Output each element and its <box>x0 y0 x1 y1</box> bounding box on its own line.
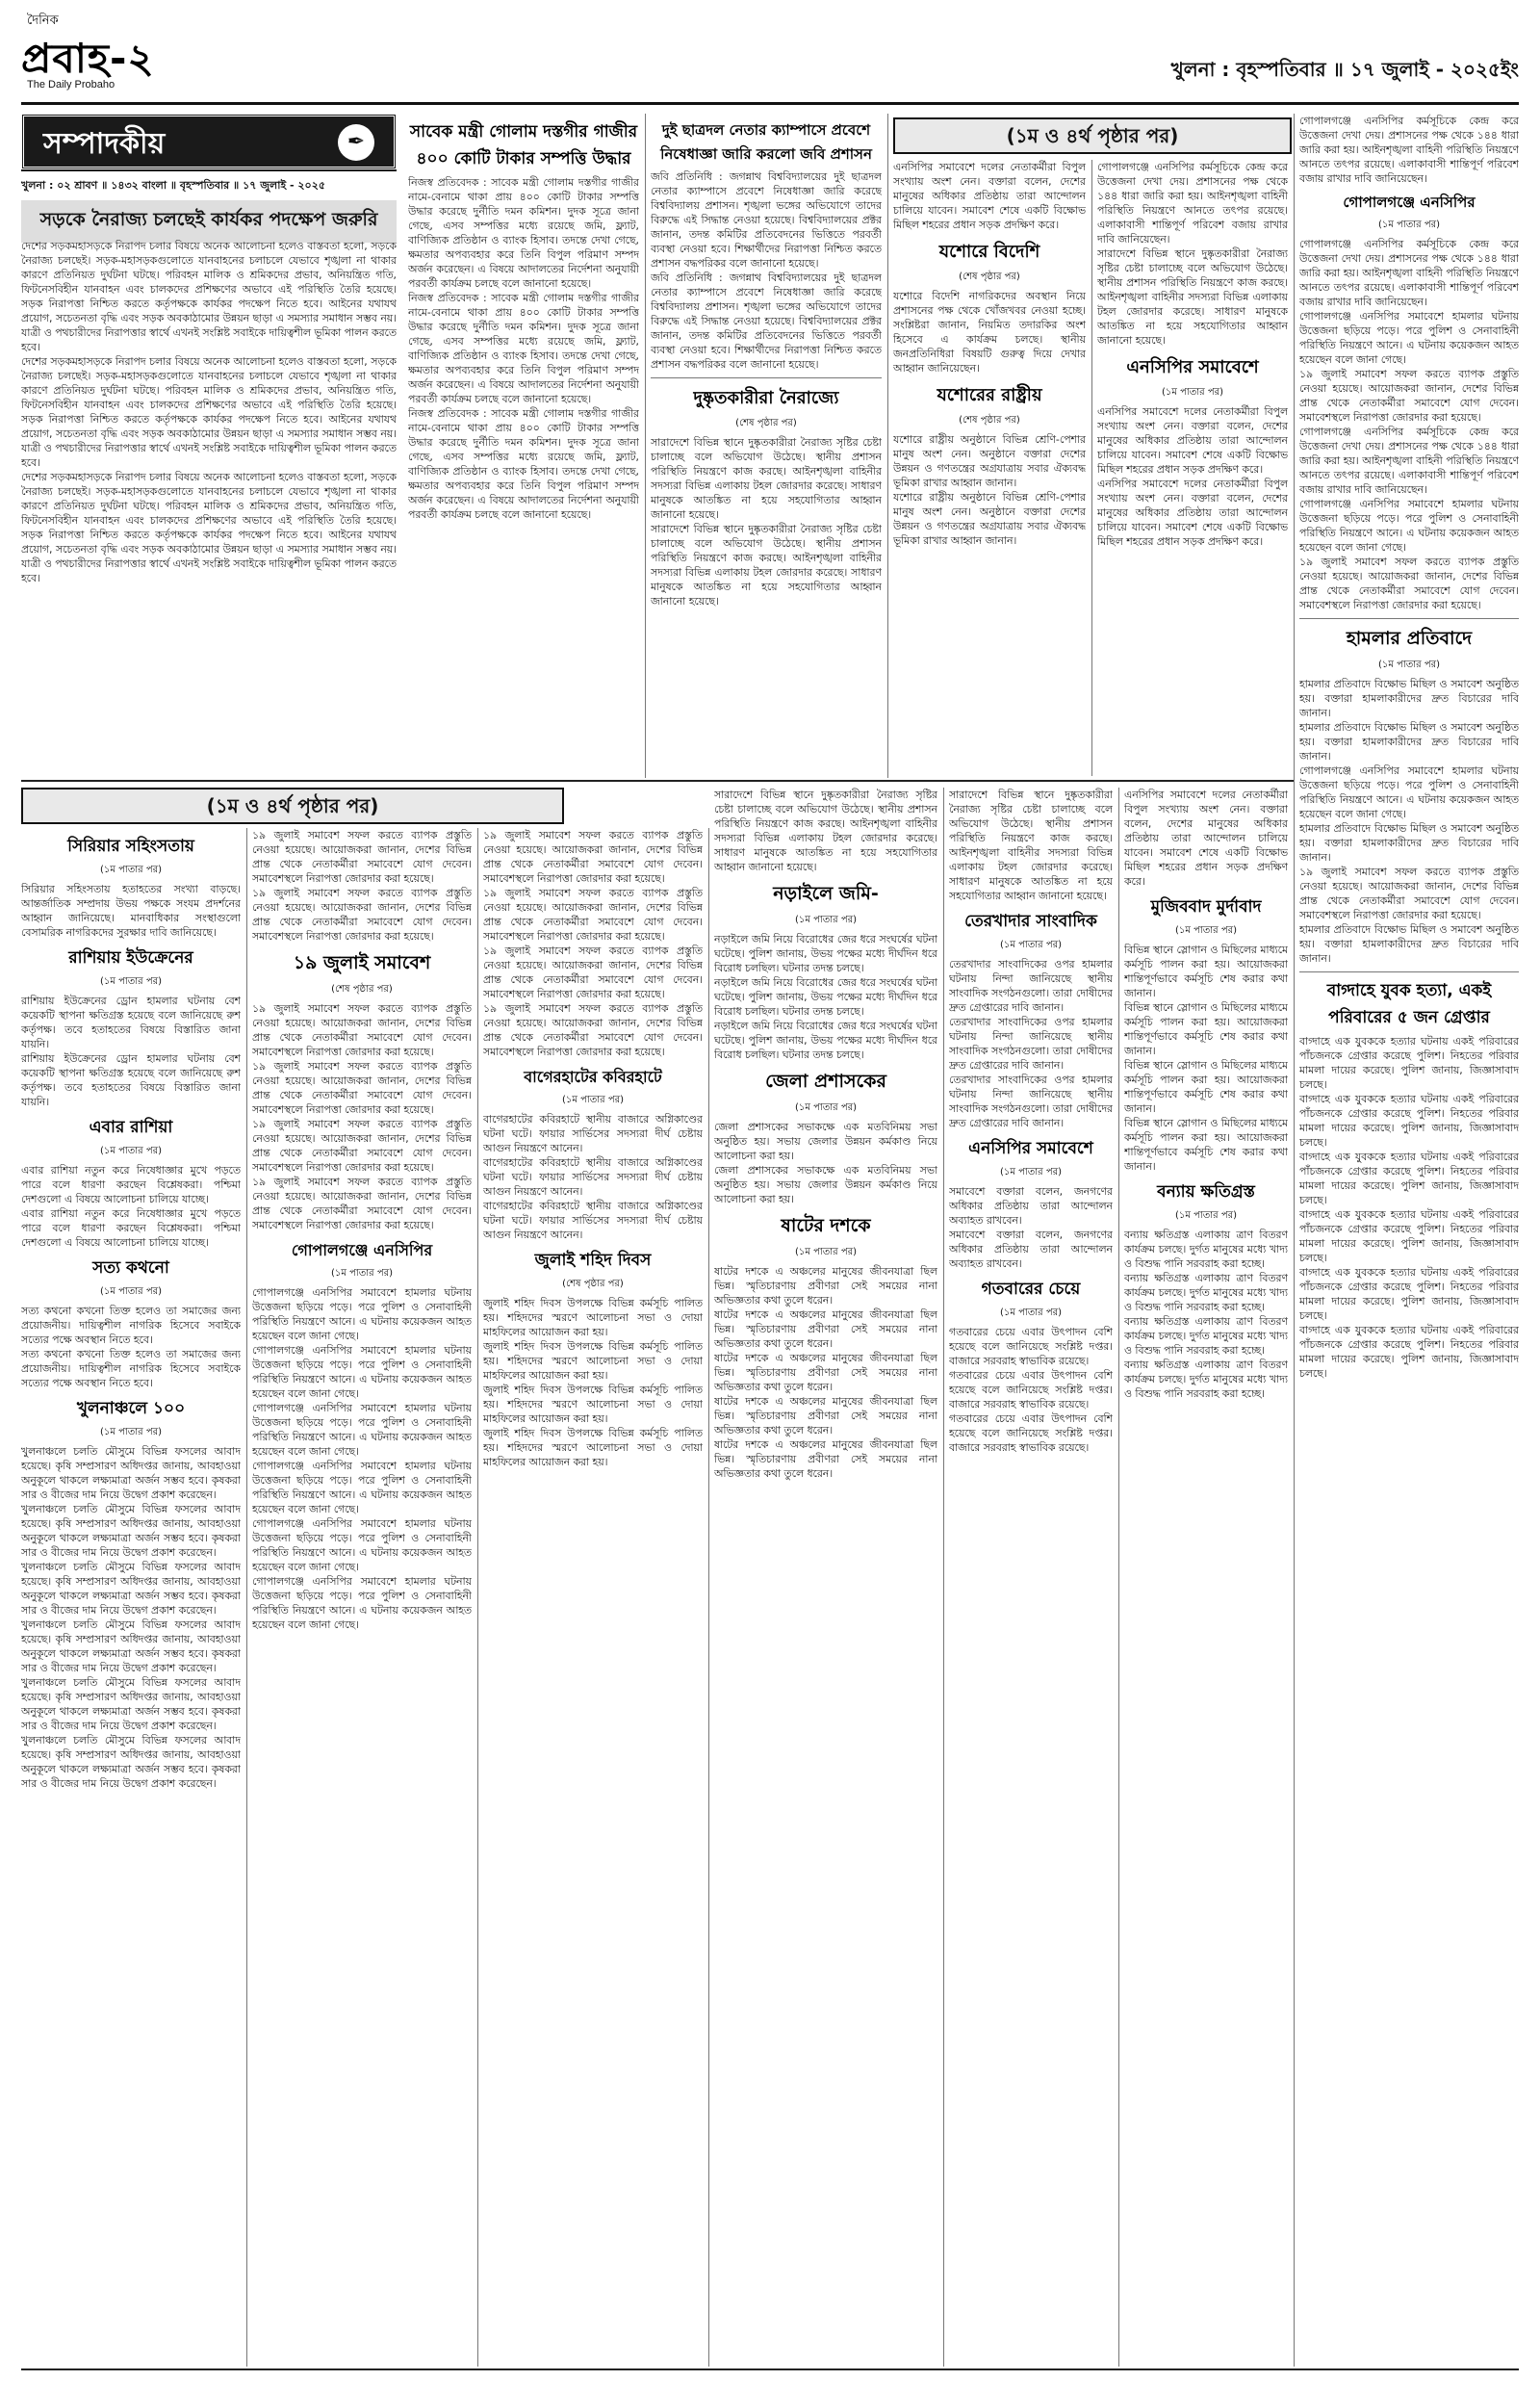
continuation-note: (১ম পাতার পর) <box>561 1095 625 1105</box>
continuation-note: (১ম পাতার পর) <box>1161 387 1224 398</box>
article-body: বাগেরহাটের কবিরহাটে স্থানীয় বাজারে অগ্নিকাণ্ডের ঘটনা ঘটে। ফায়ার সার্ভিসের সদস্যরা দীর্ঘ চেষ্টায় আগুন নিয়ন্ত্রণে আনেন। <box>483 1113 703 1154</box>
article-body: তেরখাদার সাংবাদিকের ওপর হামলার ঘটনায় নিন্দা জানিয়েছে স্থানীয় সাংবাদিক সংগঠনগুলো। তারা দোষীদের দ্রুত গ্রেপ্তারের দাবি জানান। <box>949 1074 1113 1129</box>
article-body: তেরখাদার সাংবাদিকের ওপর হামলার ঘটনায় নিন্দা জানিয়েছে স্থানীয় সাংবাদিক সংগঠনগুলো। তারা দোষীদের দ্রুত গ্রেপ্তারের দাবি জানান। <box>949 1016 1113 1072</box>
article-body: বিভিন্ন স্থানে স্লোগান ও মিছিলের মাধ্যমে কর্মসূচি পালন করা হয়। আয়োজকরা শান্তিপূর্ণভাবে কর্মসূচি শেষ করার কথা জানান। <box>1124 944 1288 999</box>
article-body: ১৯ জুলাই সমাবেশ সফল করতে ব্যাপক প্রস্তুতি নেওয়া হয়েছে। আয়োজকরা জানান, দেশের বিভিন্ন প্রান্ত থেকে নেতাকর্মীরা সমাবেশে যোগ দেবেন। সমাবেশস্থলে নিরাপত্তা জোরদার করা হয়েছে। <box>483 945 703 1000</box>
article-title: নড়াইলে জমি- <box>773 883 879 904</box>
article-body: জেলা প্রশাসকের সভাকক্ষে এক মতবিনিময় সভা অনুষ্ঠিত হয়। সভায় জেলার উন্নয়ন কর্মকাণ্ড নিয়ে আলোচনা করা হয়। <box>714 1164 937 1205</box>
logo-subtitle: The Daily Probaho <box>27 79 116 91</box>
article-body: গতবারের চেয়ে এবার উৎপাদন বেশি হয়েছে বলে জানিয়েছে সংশ্লিষ্ট দপ্তর। বাজারে সরবরাহ স্বাভাবিক রয়েছে। <box>949 1326 1113 1367</box>
editorial-title: সড়কে নৈরাজ্য চলছেই কার্যকর পদক্ষেপ জরুরি <box>21 200 397 243</box>
continuation-note: (শেষ পৃষ্ঠার পর) <box>959 415 1020 426</box>
article-body: গোপালগঞ্জে এনসিপির সমাবেশে হামলার ঘটনায় উত্তেজনা ছড়িয়ে পড়ে। পরে পুলিশ ও সেনাবাহিনী পরিস্থিতি নিয়ন্ত্রণে আনে। এ ঘটনায় কয়েকজন আহত হয়েছেন বলে জানা গেছে। <box>252 1517 472 1573</box>
article-body: গোপালগঞ্জে এনসিপির কর্মসূচিকে কেন্দ্র করে উত্তেজনা দেখা দেয়। প্রশাসনের পক্ষ থেকে ১৪৪ ধারা জারি করা হয়। আইনশৃঙ্খলা বাহিনী পরিস্থিতি নিয়ন্ত্রণে আনতে তৎপর রয়েছে। এলাকাবাসী শান্তিপূর্ণ পরিবেশ বজায় রাখার দাবি জানিয়েছেন। <box>1299 238 1519 308</box>
article-body: গোপালগঞ্জে এনসিপির সমাবেশে হামলার ঘটনায় উত্তেজনা ছড়িয়ে পড়ে। পরে পুলিশ ও সেনাবাহিনী পরিস্থিতি নিয়ন্ত্রণে আনে। এ ঘটনায় কয়েকজন আহত হয়েছেন বলে জানা গেছে। <box>252 1575 472 1631</box>
article-body: সারাদেশে বিভিন্ন স্থানে দুষ্কৃতকারীরা নৈরাজ্য সৃষ্টির চেষ্টা চালাচ্ছে বলে অভিযোগ উঠেছে। স্থানীয় প্রশাসন পরিস্থিতি নিয়ন্ত্রণে কাজ করছে। আইনশৃঙ্খলা বাহিনীর সদস্যরা বিভিন্ন এলাকায় টহল জোরদার করেছে। সাধারণ মানুষকে আতঙ্কিত না হয়ে সহযোগিতার আহ্বান জানানো হয়েছে। <box>651 523 882 608</box>
lower-col-3 <box>483 828 703 2367</box>
editorial-section <box>21 114 397 778</box>
article-title: এনসিপির সমাবেশে <box>1126 357 1259 377</box>
continuation-note: (শেষ পৃষ্ঠার পর) <box>959 272 1020 282</box>
article-body: যশোরে রাষ্ট্রীয় অনুষ্ঠানে বিভিন্ন শ্রেণি-পেশার মানুষ অংশ নেন। অনুষ্ঠানে বক্তারা দেশের উন্নয়ন ও গণতন্ত্রের অগ্রযাত্রায় সবার ঐক্যবদ্ধ ভূমিকা রাখার আহ্বান জানান। <box>893 433 1086 489</box>
article-body: গোপালগঞ্জে এনসিপির কর্মসূচিকে কেন্দ্র করে উত্তেজনা দেখা দেয়। প্রশাসনের পক্ষ থেকে ১৪৪ ধারা জারি করা হয়। আইনশৃঙ্খলা বাহিনী পরিস্থিতি নিয়ন্ত্রণে আনতে তৎপর রয়েছে। এলাকাবাসী শান্তিপূর্ণ পরিবেশ বজায় রাখার দাবি জানিয়েছেন। <box>1299 426 1519 496</box>
article-body: বন্যায় ক্ষতিগ্রস্ত এলাকায় ত্রাণ বিতরণ কার্যক্রম চলছে। দুর্গত মানুষের মধ্যে খাদ্য ও বিশুদ্ধ পানি সরবরাহ করা হচ্ছে। <box>1124 1229 1288 1270</box>
lower-col-2 <box>252 828 472 2367</box>
article-title: ষাটের দশকে <box>781 1215 871 1236</box>
continuation-note: (১ম পাতার পর) <box>99 976 163 987</box>
article-body: ১৯ জুলাই সমাবেশ সফল করতে ব্যাপক প্রস্তুতি নেওয়া হয়েছে। আয়োজকরা জানান, দেশের বিভিন্ন প্রান্ত থেকে নেতাকর্মীরা সমাবেশে যোগ দেবেন। সমাবেশস্থলে নিরাপত্তা জোরদার করা হয়েছে। <box>1299 368 1519 424</box>
article-title: মুজিববাদ মুর্দাবাদ <box>1150 897 1262 917</box>
article-body: খুলনাঞ্চলে চলতি মৌসুমে বিভিন্ন ফসলের আবাদ হয়েছে। কৃষি সম্প্রসারণ অধিদপ্তর জানায়, আবহাওয়া অনুকূলে থাকলে লক্ষ্যমাত্রা অর্জন সম্ভব হবে। কৃষকরা সার ও বীজের দাম নিয়ে উদ্বেগ প্রকাশ করেছেন। <box>21 1676 241 1732</box>
article-title: জুলাই শহিদ দিবস <box>534 1251 652 1270</box>
article-body: এনসিপির সমাবেশে দলের নেতাকর্মীরা বিপুল সংখ্যায় অংশ নেন। বক্তারা বলেন, দেশের মানুষের অধিকার প্রতিষ্ঠায় তারা আন্দোলন চালিয়ে যাবেন। সমাবেশ শেষে একটি বিক্ষোভ মিছিল শহরের প্রধান সড়ক প্রদক্ষিণ করে। <box>1097 405 1288 476</box>
article-title: যশোরে বিদেশি <box>938 242 1040 262</box>
continuation-note: (১ম পাতার পর) <box>1174 925 1238 936</box>
article-body: সারাদেশে বিভিন্ন স্থানে দুষ্কৃতকারীরা নৈরাজ্য সৃষ্টির চেষ্টা চালাচ্ছে বলে অভিযোগ উঠেছে। স্থানীয় প্রশাসন পরিস্থিতি নিয়ন্ত্রণে কাজ করছে। আইনশৃঙ্খলা বাহিনীর সদস্যরা বিভিন্ন এলাকায় টহল জোরদার করেছে। সাধারণ মানুষকে আতঙ্কিত না হয়ে সহযোগিতার আহ্বান জানানো হয়েছে। <box>714 789 937 873</box>
article-title: সাবেক মন্ত্রী গোলাম দস্তগীর গাজীর ৪০০ কোটি টাকার সম্পত্তি উদ্ধার <box>409 122 638 168</box>
article-body: বাগেরহাটের কবিরহাটে স্থানীয় বাজারে অগ্নিকাণ্ডের ঘটনা ঘটে। ফায়ার সার্ভিসের সদস্যরা দীর্ঘ চেষ্টায় আগুন নিয়ন্ত্রণে আনেন। <box>483 1200 703 1241</box>
logo-text: প্রবাহ-২ <box>21 35 155 82</box>
header-dateline: খুলনা : বৃহস্পতিবার ॥ ১৭ জুলাই - ২০২৫ইং <box>1170 58 1519 81</box>
continuation-note: (১ম পাতার পর) <box>999 1167 1063 1178</box>
article-a4 <box>893 160 1086 776</box>
article-title: রাশিয়ায় ইউক্রেনের <box>68 948 193 968</box>
article-body: ১৯ জুলাই সমাবেশ সফল করতে ব্যাপক প্রস্তুতি নেওয়া হয়েছে। আয়োজকরা জানান, দেশের বিভিন্ন প্রান্ত থেকে নেতাকর্মীরা সমাবেশে যোগ দেবেন। সমাবেশস্থলে নিরাপত্তা জোরদার করা হয়েছে। <box>252 887 472 943</box>
article-body: বাগ্দাহে এক যুবককে হত্যার ঘটনায় একই পরিবারের পাঁচজনকে গ্রেপ্তার করেছে পুলিশ। নিহতের পরিবার মামলা দায়ের করেছে। পুলিশ জানায়, জিজ্ঞাসাবাদ চলছে। <box>1299 1208 1519 1264</box>
column-rule <box>477 828 478 2367</box>
continuation-note: (শেষ পৃষ্ঠার পর) <box>331 984 393 995</box>
article-body: সমাবেশে বক্তারা বলেন, জনগণের অধিকার প্রতিষ্ঠায় তারা আন্দোলন অব্যাহত রাখবেন। <box>949 1229 1113 1270</box>
article-body: সারাদেশে বিভিন্ন স্থানে দুষ্কৃতকারীরা নৈরাজ্য সৃষ্টির চেষ্টা চালাচ্ছে বলে অভিযোগ উঠেছে। স্থানীয় প্রশাসন পরিস্থিতি নিয়ন্ত্রণে কাজ করছে। আইনশৃঙ্খলা বাহিনীর সদস্যরা বিভিন্ন এলাকায় টহল জোরদার করেছে। সাধারণ মানুষকে আতঙ্কিত না হয়ে সহযোগিতার আহ্বান জানানো হয়েছে। <box>949 789 1113 902</box>
lower-col-6 <box>1124 788 1288 2367</box>
article-body: ১৯ জুলাই সমাবেশ সফল করতে ব্যাপক প্রস্তুতি নেওয়া হয়েছে। আয়োজকরা জানান, দেশের বিভিন্ন প্রান্ত থেকে নেতাকর্মীরা সমাবেশে যোগ দেবেন। সমাবেশস্থলে নিরাপত্তা জোরদার করা হয়েছে। <box>483 887 703 943</box>
newspaper-page <box>21 114 1519 2376</box>
article-body: ষাটের দশকে এ অঞ্চলের মানুষের জীবনযাত্রা ছিল ভিন্ন। স্মৃতিচারণায় প্রবীণরা সেই সময়ের নানা অভিজ্ঞতার কথা তুলে ধরেন। <box>714 1265 937 1307</box>
article-a6 <box>1097 160 1288 776</box>
article-body: জেলা প্রশাসকের সভাকক্ষে এক মতবিনিময় সভা অনুষ্ঠিত হয়। সভায় জেলার উন্নয়ন কর্মকাণ্ড নিয়ে আলোচনা করা হয়। <box>714 1121 937 1162</box>
article-body: গোপালগঞ্জে এনসিপির সমাবেশে হামলার ঘটনায় উত্তেজনা ছড়িয়ে পড়ে। পরে পুলিশ ও সেনাবাহিনী পরিস্থিতি নিয়ন্ত্রণে আনে। এ ঘটনায় কয়েকজন আহত হয়েছেন বলে জানা গেছে। <box>252 1402 472 1458</box>
article-body: খুলনাঞ্চলে চলতি মৌসুমে বিভিন্ন ফসলের আবাদ হয়েছে। কৃষি সম্প্রসারণ অধিদপ্তর জানায়, আবহাওয়া অনুকূলে থাকলে লক্ষ্যমাত্রা অর্জন সম্ভব হবে। কৃষকরা সার ও বীজের দাম নিয়ে উদ্বেগ প্রকাশ করেছেন। <box>21 1561 241 1617</box>
section-divider <box>21 780 1294 782</box>
article-title: গোপালগঞ্জে এনসিপির <box>291 1241 433 1259</box>
article-body: জবি প্রতিনিধি : জগন্নাথ বিশ্ববিদ্যালয়ের দুই ছাত্রদল নেতার ক্যাম্পাসে প্রবেশে নিষেধাজ্ঞা জারি করেছে বিশ্ববিদ্যালয় প্রশাসন। শৃঙ্খলা ভঙ্গের অভিযোগে তাদের বিরুদ্ধে এই সিদ্ধান্ত নেওয়া হয়েছে। বিশ্ববিদ্যালয়ের প্রক্টর জানান, তদন্ত কমিটির প্রতিবেদনের ভিত্তিতে পরবর্তী ব্যবস্থা নেওয়া হবে। শিক্ষার্থীদের নিরাপত্তা নিশ্চিত করতে প্রশাসন বদ্ধপরিকর বলে জানানো হয়েছে। <box>651 272 882 371</box>
continuation-note: (১ম পাতার পর) <box>99 865 163 875</box>
article-title: সিরিয়ার সহিংসতায় <box>67 837 194 856</box>
article-body: ১৯ জুলাই সমাবেশ সফল করতে ব্যাপক প্রস্তুতি নেওয়া হয়েছে। আয়োজকরা জানান, দেশের বিভিন্ন প্রান্ত থেকে নেতাকর্মীরা সমাবেশে যোগ দেবেন। সমাবেশস্থলে নিরাপত্তা জোরদার করা হয়েছে। <box>252 1118 472 1174</box>
article-body: ১৯ জুলাই সমাবেশ সফল করতে ব্যাপক প্রস্তুতি নেওয়া হয়েছে। আয়োজকরা জানান, দেশের বিভিন্ন প্রান্ত থেকে নেতাকর্মীরা সমাবেশে যোগ দেবেন। সমাবেশস্থলে নিরাপত্তা জোরদার করা হয়েছে। <box>252 1002 472 1058</box>
editorial-body-cont2: দেশের সড়কমহাসড়কে নিরাপদ চলার বিষয়ে অনেক আলোচনা হলেও বাস্তবতা হলো, সড়কে নৈরাজ্য চলছেই। সড়ক-মহাসড়কগুলোতে যানবাহনের চলাচলে যেভাবে শৃঙ্খলা না থাকার কারণে প্রতিনিয়ত দুর্ঘটনা ঘটছে। পরিবহন মালিক ও শ্রমিকদের প্রভাব, অনিয়ন্ত্রিত গতি, ফিটনেসবিহীন যানবাহন এবং চালকদের প্রশিক্ষণের অভাবে এই পরিস্থিতি তৈরি হয়েছে। সড়ক নিরাপত্তা নিশ্চিত করতে কর্তৃপক্ষকে কার্যকর পদক্ষেপ নিতে হবে। আইনের যথাযথ প্রয়োগ, সচেতনতা বৃদ্ধি এবং সড়ক অবকাঠামোর উন্নয়ন ছাড়া এ সমস্যার সমাধান সম্ভব নয়। যাত্রী ও পথচারীদের নিরাপত্তার স্বার্থে এখনই সংশ্লিষ্ট সবাইকে দায়িত্বশীল ভূমিকা পালন করতে হবে। <box>21 471 397 584</box>
article-body: গোপালগঞ্জে এনসিপির সমাবেশে হামলার ঘটনায় উত্তেজনা ছড়িয়ে পড়ে। পরে পুলিশ ও সেনাবাহিনী পরিস্থিতি নিয়ন্ত্রণে আনে। এ ঘটনায় কয়েকজন আহত হয়েছেন বলে জানা গেছে। <box>1299 498 1519 554</box>
newspaper-logo <box>21 8 310 100</box>
article-divider <box>1299 618 1519 619</box>
continued-banner-left: (১ম ও ৪র্থ পৃষ্ঠার পর) <box>21 788 564 824</box>
article-body: গোপালগঞ্জে এনসিপির কর্মসূচিকে কেন্দ্র করে উত্তেজনা দেখা দেয়। প্রশাসনের পক্ষ থেকে ১৪৪ ধারা জারি করা হয়। আইনশৃঙ্খলা বাহিনী পরিস্থিতি নিয়ন্ত্রণে আনতে তৎপর রয়েছে। এলাকাবাসী শান্তিপূর্ণ পরিবেশ বজায় রাখার দাবি জানিয়েছেন। <box>1097 161 1288 246</box>
article-body: ষাটের দশকে এ অঞ্চলের মানুষের জীবনযাত্রা ছিল ভিন্ন। স্মৃতিচারণায় প্রবীণরা সেই সময়ের নানা অভিজ্ঞতার কথা তুলে ধরেন। <box>714 1308 937 1350</box>
column-rule <box>246 828 247 2367</box>
column-rule <box>1294 114 1295 2367</box>
article-a2 <box>651 114 882 778</box>
article-body: বাগ্দাহে এক যুবককে হত্যার ঘটনায় একই পরিবারের পাঁচজনকে গ্রেপ্তার করেছে পুলিশ। নিহতের পরিবার মামলা দায়ের করেছে। পুলিশ জানায়, জিজ্ঞাসাবাদ চলছে। <box>1299 1151 1519 1206</box>
continuation-note: (১ম পাতার পর) <box>99 1146 163 1156</box>
article-title: গতবারের চেয়ে <box>981 1280 1081 1299</box>
article-body: এনসিপির সমাবেশে দলের নেতাকর্মীরা বিপুল সংখ্যায় অংশ নেন। বক্তারা বলেন, দেশের মানুষের অধিকার প্রতিষ্ঠায় তারা আন্দোলন চালিয়ে যাবেন। সমাবেশ শেষে একটি বিক্ষোভ মিছিল শহরের প্রধান সড়ক প্রদক্ষিণ করে। <box>1124 789 1288 888</box>
article-body: নিজস্ব প্রতিবেদক : সাবেক মন্ত্রী গোলাম দস্তগীর গাজীর নামে-বেনামে থাকা প্রায় ৪০০ কোটি টাকার সম্পত্তি উদ্ধার করেছে দুর্নীতি দমন কমিশন। দুদক সূত্রে জানা গেছে, এসব সম্পত্তির মধ্যে রয়েছে জমি, ফ্ল্যাট, বাণিজ্যিক প্রতিষ্ঠান ও ব্যাংক হিসাব। তদন্তে দেখা গেছে, ক্ষমতার অপব্যবহার করে তিনি বিপুল পরিমাণ সম্পদ অর্জন করেছেন। এ বিষয়ে আদালতের নির্দেশনা অনুযায়ী পরবর্তী কার্যক্রম চলছে বলে জানানো হয়েছে। <box>408 407 639 521</box>
continuation-note: (শেষ পৃষ্ঠার পর) <box>562 1279 624 1289</box>
header-rule <box>21 102 1519 105</box>
editorial-label: সম্পাদকীয় ✒ <box>21 114 397 169</box>
article-body: খুলনাঞ্চলে চলতি মৌসুমে বিভিন্ন ফসলের আবাদ হয়েছে। কৃষি সম্প্রসারণ অধিদপ্তর জানায়, আবহাওয়া অনুকূলে থাকলে লক্ষ্যমাত্রা অর্জন সম্ভব হবে। কৃষকরা সার ও বীজের দাম নিয়ে উদ্বেগ প্রকাশ করেছেন। <box>21 1618 241 1674</box>
column-rule <box>887 114 888 778</box>
article-body: বন্যায় ক্ষতিগ্রস্ত এলাকায় ত্রাণ বিতরণ কার্যক্রম চলছে। দুর্গত মানুষের মধ্যে খাদ্য ও বিশুদ্ধ পানি সরবরাহ করা হচ্ছে। <box>1124 1272 1288 1313</box>
column-rule <box>708 828 709 2367</box>
pen-nib-icon: ✒ <box>338 124 374 161</box>
article-body: বাগ্দাহে এক যুবককে হত্যার ঘটনায় একই পরিবারের পাঁচজনকে গ্রেপ্তার করেছে পুলিশ। নিহতের পরিবার মামলা দায়ের করেছে। পুলিশ জানায়, জিজ্ঞাসাবাদ চলছে। <box>1299 1093 1519 1149</box>
article-body: খুলনাঞ্চলে চলতি মৌসুমে বিভিন্ন ফসলের আবাদ হয়েছে। কৃষি সম্প্রসারণ অধিদপ্তর জানায়, আবহাওয়া অনুকূলে থাকলে লক্ষ্যমাত্রা অর্জন সম্ভব হবে। কৃষকরা সার ও বীজের দাম নিয়ে উদ্বেগ প্রকাশ করেছেন। <box>21 1503 241 1559</box>
article-body: নিজস্ব প্রতিবেদক : সাবেক মন্ত্রী গোলাম দস্তগীর গাজীর নামে-বেনামে থাকা প্রায় ৪০০ কোটি টাকার সম্পত্তি উদ্ধার করেছে দুর্নীতি দমন কমিশন। দুদক সূত্রে জানা গেছে, এসব সম্পত্তির মধ্যে রয়েছে জমি, ফ্ল্যাট, বাণিজ্যিক প্রতিষ্ঠান ও ব্যাংক হিসাব। তদন্তে দেখা গেছে, ক্ষমতার অপব্যবহার করে তিনি বিপুল পরিমাণ সম্পদ অর্জন করেছেন। এ বিষয়ে আদালতের নির্দেশনা অনুযায়ী পরবর্তী কার্যক্রম চলছে বলে জানানো হয়েছে। <box>408 292 639 405</box>
article-title: বন্যায় ক্ষতিগ্রস্ত <box>1157 1182 1255 1202</box>
article-body: নড়াইলে জমি নিয়ে বিরোধের জের ধরে সংঘর্ষের ঘটনা ঘটেছে। পুলিশ জানায়, উভয় পক্ষের মধ্যে দীর্ঘদিন ধরে বিরোধ চলছিল। ঘটনার তদন্ত চলছে। <box>714 1020 937 1061</box>
article-title: এবার রাশিয়া <box>89 1118 173 1137</box>
article-title: সত্য কথনো <box>92 1258 169 1278</box>
article-body: জুলাই শহিদ দিবস উপলক্ষে বিভিন্ন কর্মসূচি পালিত হয়। শহিদদের স্মরণে আলোচনা সভা ও দোয়া মাহফিলের আয়োজন করা হয়। <box>483 1340 703 1382</box>
article-body: ষাটের দশকে এ অঞ্চলের মানুষের জীবনযাত্রা ছিল ভিন্ন। স্মৃতিচারণায় প্রবীণরা সেই সময়ের নানা অভিজ্ঞতার কথা তুলে ধরেন। <box>714 1352 937 1393</box>
continuation-note: (১ম পাতার পর) <box>794 915 858 925</box>
page-bottom-rule <box>21 2368 1519 2370</box>
article-a1 <box>408 114 639 778</box>
article-body: বাগেরহাটের কবিরহাটে স্থানীয় বাজারে অগ্নিকাণ্ডের ঘটনা ঘটে। ফায়ার সার্ভিসের সদস্যরা দীর্ঘ চেষ্টায় আগুন নিয়ন্ত্রণে আনেন। <box>483 1156 703 1198</box>
editorial-body-cont: দেশের সড়কমহাসড়কে নিরাপদ চলার বিষয়ে অনেক আলোচনা হলেও বাস্তবতা হলো, সড়কে নৈরাজ্য চলছেই। সড়ক-মহাসড়কগুলোতে যানবাহনের চলাচলে যেভাবে শৃঙ্খলা না থাকার কারণে প্রতিনিয়ত দুর্ঘটনা ঘটছে। পরিবহন মালিক ও শ্রমিকদের প্রভাব, অনিয়ন্ত্রিত গতি, ফিটনেসবিহীন যানবাহন এবং চালকদের প্রশিক্ষণের অভাবে এই পরিস্থিতি তৈরি হয়েছে। সড়ক নিরাপত্তা নিশ্চিত করতে কর্তৃপক্ষকে কার্যকর পদক্ষেপ নিতে হবে। আইনের যথাযথ প্রয়োগ, সচেতনতা বৃদ্ধি এবং সড়ক অবকাঠামোর উন্নয়ন ছাড়া এ সমস্যার সমাধান সম্ভব নয়। যাত্রী ও পথচারীদের নিরাপত্তার স্বার্থে এখনই সংশ্লিষ্ট সবাইকে দায়িত্বশীল ভূমিকা পালন করতে হবে। <box>21 355 397 469</box>
article-body: নিজস্ব প্রতিবেদক : সাবেক মন্ত্রী গোলাম দস্তগীর গাজীর নামে-বেনামে থাকা প্রায় ৪০০ কোটি টাকার সম্পত্তি উদ্ধার করেছে দুর্নীতি দমন কমিশন। দুদক সূত্রে জানা গেছে, এসব সম্পত্তির মধ্যে রয়েছে জমি, ফ্ল্যাট, বাণিজ্যিক প্রতিষ্ঠান ও ব্যাংক হিসাব। তদন্তে দেখা গেছে, ক্ষমতার অপব্যবহার করে তিনি বিপুল পরিমাণ সম্পদ অর্জন করেছেন। এ বিষয়ে আদালতের নির্দেশনা অনুযায়ী পরবর্তী কার্যক্রম চলছে বলে জানানো হয়েছে। <box>408 176 639 290</box>
article-title: দুষ্কৃতকারীরা নৈরাজ্যে <box>693 388 839 408</box>
article-body: খুলনাঞ্চলে চলতি মৌসুমে বিভিন্ন ফসলের আবাদ হয়েছে। কৃষি সম্প্রসারণ অধিদপ্তর জানায়, আবহাওয়া অনুকূলে থাকলে লক্ষ্যমাত্রা অর্জন সম্ভব হবে। কৃষকরা সার ও বীজের দাম নিয়ে উদ্বেগ প্রকাশ করেছেন। <box>21 1445 241 1501</box>
article-body: গোপালগঞ্জে এনসিপির সমাবেশে হামলার ঘটনায় উত্তেজনা ছড়িয়ে পড়ে। পরে পুলিশ ও সেনাবাহিনী পরিস্থিতি নিয়ন্ত্রণে আনে। এ ঘটনায় কয়েকজন আহত হয়েছেন বলে জানা গেছে। <box>1299 764 1519 820</box>
article-body: বিভিন্ন স্থানে স্লোগান ও মিছিলের মাধ্যমে কর্মসূচি পালন করা হয়। আয়োজকরা শান্তিপূর্ণভাবে কর্মসূচি শেষ করার কথা জানান। <box>1124 1117 1288 1173</box>
article-body: বাগ্দাহে এক যুবককে হত্যার ঘটনায় একই পরিবারের পাঁচজনকে গ্রেপ্তার করেছে পুলিশ। নিহতের পরিবার মামলা দায়ের করেছে। পুলিশ জানায়, জিজ্ঞাসাবাদ চলছে। <box>1299 1035 1519 1091</box>
article-title: যশোরের রাষ্ট্রীয় <box>937 385 1042 405</box>
article-body: জুলাই শহিদ দিবস উপলক্ষে বিভিন্ন কর্মসূচি পালিত হয়। শহিদদের স্মরণে আলোচনা সভা ও দোয়া মাহফিলের আয়োজন করা হয়। <box>483 1427 703 1468</box>
article-body: ১৯ জুলাই সমাবেশ সফল করতে ব্যাপক প্রস্তুতি নেওয়া হয়েছে। আয়োজকরা জানান, দেশের বিভিন্ন প্রান্ত থেকে নেতাকর্মীরা সমাবেশে যোগ দেবেন। সমাবেশস্থলে নিরাপত্তা জোরদার করা হয়েছে। <box>1299 556 1519 611</box>
article-title: খুলনাঞ্চলে ১০০ <box>76 1399 186 1418</box>
article-body: রাশিয়ায় ইউক্রেনের ড্রোন হামলার ঘটনায় বেশ কয়েকটি স্থাপনা ক্ষতিগ্রস্ত হয়েছে বলে জানিয়েছে রুশ কর্তৃপক্ষ। তবে হতাহতের বিষয়ে বিস্তারিত জানা যায়নি। <box>21 1052 241 1108</box>
continuation-note: (১ম পাতার পর) <box>1377 220 1441 230</box>
article-title: গোপালগঞ্জে এনসিপির <box>1343 194 1476 211</box>
article-title: ১৯ জুলাই সমাবেশ <box>293 952 431 973</box>
article-body: ১৯ জুলাই সমাবেশ সফল করতে ব্যাপক প্রস্তুতি নেওয়া হয়েছে। আয়োজকরা জানান, দেশের বিভিন্ন প্রান্ত থেকে নেতাকর্মীরা সমাবেশে যোগ দেবেন। সমাবেশস্থলে নিরাপত্তা জোরদার করা হয়েছে। <box>252 829 472 885</box>
article-body: সত্য কথনো কখনো তিক্ত হলেও তা সমাজের জন্য প্রয়োজনীয়। দায়িত্বশীল নাগরিক হিসেবে সবাইকে সত্যের পক্ষে অবস্থান নিতে হবে। <box>21 1305 241 1346</box>
article-body: গোপালগঞ্জে এনসিপির কর্মসূচিকে কেন্দ্র করে উত্তেজনা দেখা দেয়। প্রশাসনের পক্ষ থেকে ১৪৪ ধারা জারি করা হয়। আইনশৃঙ্খলা বাহিনী পরিস্থিতি নিয়ন্ত্রণে আনতে তৎপর রয়েছে। এলাকাবাসী শান্তিপূর্ণ পরিবেশ বজায় রাখার দাবি জানিয়েছেন। <box>1299 115 1519 185</box>
article-title: বাগ্দাহে যুবক হত্যা, একই পরিবারের ৫ জন গ্রেপ্তার <box>1326 981 1492 1027</box>
article-body: যশোরে বিদেশি নাগরিকদের অবস্থান নিয়ে প্রশাসনের পক্ষ থেকে খোঁজখবর নেওয়া হচ্ছে। সংশ্লিষ্টরা জানান, নিয়মিত তদারকির অংশ হিসেবে এ কার্যক্রম চলছে। স্থানীয় জনপ্রতিনিধিরা বিষয়টি গুরুত্ব দিয়ে দেখার আহ্বান জানিয়েছেন। <box>893 290 1086 375</box>
column-rule <box>1091 160 1092 776</box>
article-title: হামলার প্রতিবাদে <box>1346 628 1473 649</box>
continuation-note: (শেষ পৃষ্ঠার পর) <box>735 418 797 428</box>
article-title: জেলা প্রশাসকের <box>765 1071 886 1092</box>
article-body: এবার রাশিয়া নতুন করে নিষেধাজ্ঞার মুখে পড়তে পারে বলে ধারণা করছেন বিশ্লেষকরা। পশ্চিমা দেশগুলো এ বিষয়ে আলোচনা চালিয়ে যাচ্ছে। <box>21 1207 241 1249</box>
article-body: গোপালগঞ্জে এনসিপির সমাবেশে হামলার ঘটনায় উত্তেজনা ছড়িয়ে পড়ে। পরে পুলিশ ও সেনাবাহিনী পরিস্থিতি নিয়ন্ত্রণে আনে। এ ঘটনায় কয়েকজন আহত হয়েছেন বলে জানা গেছে। <box>1299 310 1519 366</box>
article-body: গোপালগঞ্জে এনসিপির সমাবেশে হামলার ঘটনায় উত্তেজনা ছড়িয়ে পড়ে। পরে পুলিশ ও সেনাবাহিনী পরিস্থিতি নিয়ন্ত্রণে আনে। এ ঘটনায় কয়েকজন আহত হয়েছেন বলে জানা গেছে। <box>252 1344 472 1400</box>
continuation-note: (১ম পাতার পর) <box>999 940 1063 950</box>
article-body: বিভিন্ন স্থানে স্লোগান ও মিছিলের মাধ্যমে কর্মসূচি পালন করা হয়। আয়োজকরা শান্তিপূর্ণভাবে কর্মসূচি শেষ করার কথা জানান। <box>1124 1059 1288 1115</box>
article-body: নড়াইলে জমি নিয়ে বিরোধের জের ধরে সংঘর্ষের ঘটনা ঘটেছে। পুলিশ জানায়, উভয় পক্ষের মধ্যে দীর্ঘদিন ধরে বিরোধ চলছিল। ঘটনার তদন্ত চলছে। <box>714 976 937 1018</box>
column-rule <box>943 788 944 2367</box>
continuation-note: (১ম পাতার পর) <box>99 1427 163 1437</box>
article-divider <box>651 377 882 378</box>
article-body: সমাবেশে বক্তারা বলেন, জনগণের অধিকার প্রতিষ্ঠায় তারা আন্দোলন অব্যাহত রাখবেন। <box>949 1185 1113 1227</box>
article-title: তেরখাদার সাংবাদিক <box>964 912 1097 931</box>
article-body: সিরিয়ার সহিংসতায় হতাহতের সংখ্যা বাড়ছে। আন্তর্জাতিক সম্প্রদায় উভয় পক্ষকে সংযম প্রদর্শনের আহ্বান জানিয়েছে। মানবাধিকার সংস্থাগুলো বেসামরিক নাগরিকদের সুরক্ষার দাবি জানিয়েছে। <box>21 883 241 939</box>
article-body: হামলার প্রতিবাদে বিক্ষোভ মিছিল ও সমাবেশ অনুষ্ঠিত হয়। বক্তারা হামলাকারীদের দ্রুত বিচারের দাবি জানান। <box>1299 678 1519 719</box>
article-body: নড়াইলে জমি নিয়ে বিরোধের জের ধরে সংঘর্ষের ঘটনা ঘটেছে। পুলিশ জানায়, উভয় পক্ষের মধ্যে দীর্ঘদিন ধরে বিরোধ চলছিল। ঘটনার তদন্ত চলছে। <box>714 933 937 974</box>
continuation-note: (১ম পাতার পর) <box>794 1102 858 1113</box>
article-body: গোপালগঞ্জে এনসিপির সমাবেশে হামলার ঘটনায় উত্তেজনা ছড়িয়ে পড়ে। পরে পুলিশ ও সেনাবাহিনী পরিস্থিতি নিয়ন্ত্রণে আনে। এ ঘটনায় কয়েকজন আহত হয়েছেন বলে জানা গেছে। <box>252 1460 472 1515</box>
article-body: বাগ্দাহে এক যুবককে হত্যার ঘটনায় একই পরিবারের পাঁচজনকে গ্রেপ্তার করেছে পুলিশ। নিহতের পরিবার মামলা দায়ের করেছে। পুলিশ জানায়, জিজ্ঞাসাবাদ চলছে। <box>1299 1266 1519 1322</box>
lower-col-5 <box>949 788 1113 2367</box>
article-body: বন্যায় ক্ষতিগ্রস্ত এলাকায় ত্রাণ বিতরণ কার্যক্রম চলছে। দুর্গত মানুষের মধ্যে খাদ্য ও বিশুদ্ধ পানি সরবরাহ করা হচ্ছে। <box>1124 1359 1288 1400</box>
continuation-note: (১ম পাতার পর) <box>794 1247 858 1257</box>
article-body: খুলনাঞ্চলে চলতি মৌসুমে বিভিন্ন ফসলের আবাদ হয়েছে। কৃষি সম্প্রসারণ অধিদপ্তর জানায়, আবহাওয়া অনুকূলে থাকলে লক্ষ্যমাত্রা অর্জন সম্ভব হবে। কৃষকরা সার ও বীজের দাম নিয়ে উদ্বেগ প্রকাশ করেছেন। <box>21 1734 241 1790</box>
article-title: দুই ছাত্রদল নেতার ক্যাম্পাসে প্রবেশে নিষেধাজ্ঞা জারি করলো জবি প্রশাসন <box>660 121 872 163</box>
editorial-dateline: খুলনা : ০২ শ্রাবণ ॥ ১৪৩২ বাংলা ॥ বৃহস্পতিবার ॥ ১৭ জুলাই - ২০২৫ <box>21 179 325 192</box>
continuation-note: (১ম পাতার পর) <box>330 1268 394 1279</box>
article-body: জবি প্রতিনিধি : জগন্নাথ বিশ্ববিদ্যালয়ের দুই ছাত্রদল নেতার ক্যাম্পাসে প্রবেশে নিষেধাজ্ঞা জারি করেছে বিশ্ববিদ্যালয় প্রশাসন। শৃঙ্খলা ভঙ্গের অভিযোগে তাদের বিরুদ্ধে এই সিদ্ধান্ত নেওয়া হয়েছে। বিশ্ববিদ্যালয়ের প্রক্টর জানান, তদন্ত কমিটির প্রতিবেদনের ভিত্তিতে পরবর্তী ব্যবস্থা নেওয়া হবে। শিক্ষার্থীদের নিরাপত্তা নিশ্চিত করতে প্রশাসন বদ্ধপরিকর বলে জানানো হয়েছে। <box>651 170 882 270</box>
article-body: বাগ্দাহে এক যুবককে হত্যার ঘটনায় একই পরিবারের পাঁচজনকে গ্রেপ্তার করেছে পুলিশ। নিহতের পরিবার মামলা দায়ের করেছে। পুলিশ জানায়, জিজ্ঞাসাবাদ চলছে। <box>1299 1324 1519 1380</box>
right-column <box>1299 114 1519 2367</box>
article-body: ১৯ জুলাই সমাবেশ সফল করতে ব্যাপক প্রস্তুতি নেওয়া হয়েছে। আয়োজকরা জানান, দেশের বিভিন্ন প্রান্ত থেকে নেতাকর্মীরা সমাবেশে যোগ দেবেন। সমাবেশস্থলে নিরাপত্তা জোরদার করা হয়েছে। <box>252 1176 472 1231</box>
article-body: ষাটের দশকে এ অঞ্চলের মানুষের জীবনযাত্রা ছিল ভিন্ন। স্মৃতিচারণায় প্রবীণরা সেই সময়ের নানা অভিজ্ঞতার কথা তুলে ধরেন। <box>714 1395 937 1436</box>
article-body: ১৯ জুলাই সমাবেশ সফল করতে ব্যাপক প্রস্তুতি নেওয়া হয়েছে। আয়োজকরা জানান, দেশের বিভিন্ন প্রান্ত থেকে নেতাকর্মীরা সমাবেশে যোগ দেবেন। সমাবেশস্থলে নিরাপত্তা জোরদার করা হয়েছে। <box>1299 866 1519 921</box>
article-body: গতবারের চেয়ে এবার উৎপাদন বেশি হয়েছে বলে জানিয়েছে সংশ্লিষ্ট দপ্তর। বাজারে সরবরাহ স্বাভাবিক রয়েছে। <box>949 1369 1113 1411</box>
article-body: ষাটের দশকে এ অঞ্চলের মানুষের জীবনযাত্রা ছিল ভিন্ন। স্মৃতিচারণায় প্রবীণরা সেই সময়ের নানা অভিজ্ঞতার কথা তুলে ধরেন। <box>714 1438 937 1480</box>
article-body: বিভিন্ন স্থানে স্লোগান ও মিছিলের মাধ্যমে কর্মসূচি পালন করা হয়। আয়োজকরা শান্তিপূর্ণভাবে কর্মসূচি শেষ করার কথা জানান। <box>1124 1001 1288 1057</box>
article-body: হামলার প্রতিবাদে বিক্ষোভ মিছিল ও সমাবেশ অনুষ্ঠিত হয়। বক্তারা হামলাকারীদের দ্রুত বিচারের দাবি জানান। <box>1299 923 1519 965</box>
article-body: এনসিপির সমাবেশে দলের নেতাকর্মীরা বিপুল সংখ্যায় অংশ নেন। বক্তারা বলেন, দেশের মানুষের অধিকার প্রতিষ্ঠায় তারা আন্দোলন চালিয়ে যাবেন। সমাবেশ শেষে একটি বিক্ষোভ মিছিল শহরের প্রধান সড়ক প্রদক্ষিণ করে। <box>1097 478 1288 548</box>
article-body: জুলাই শহিদ দিবস উপলক্ষে বিভিন্ন কর্মসূচি পালিত হয়। শহিদদের স্মরণে আলোচনা সভা ও দোয়া মাহফিলের আয়োজন করা হয়। <box>483 1297 703 1338</box>
continued-banner-top: (১ম ও ৪র্থ পৃষ্ঠার পর) <box>893 117 1292 154</box>
article-body: গতবারের চেয়ে এবার উৎপাদন বেশি হয়েছে বলে জানিয়েছে সংশ্লিষ্ট দপ্তর। বাজারে সরবরাহ স্বাভাবিক রয়েছে। <box>949 1412 1113 1454</box>
column-rule <box>1118 788 1119 2367</box>
article-body: সত্য কথনো কখনো তিক্ত হলেও তা সমাজের জন্য প্রয়োজনীয়। দায়িত্বশীল নাগরিক হিসেবে সবাইকে সত্যের পক্ষে অবস্থান নিতে হবে। <box>21 1348 241 1389</box>
editorial-body: দেশের সড়কমহাসড়কে নিরাপদ চলার বিষয়ে অনেক আলোচনা হলেও বাস্তবতা হলো, সড়কে নৈরাজ্য চলছেই। সড়ক-মহাসড়কগুলোতে যানবাহনের চলাচলে যেভাবে শৃঙ্খলা না থাকার কারণে প্রতিনিয়ত দুর্ঘটনা ঘটছে। পরিবহন মালিক ও শ্রমিকদের প্রভাব, অনিয়ন্ত্রিত গতি, ফিটনেসবিহীন যানবাহন এবং চালকদের প্রশিক্ষণের অভাবে এই পরিস্থিতি তৈরি হয়েছে। সড়ক নিরাপত্তা নিশ্চিত করতে কর্তৃপক্ষকে কার্যকর পদক্ষেপ নিতে হবে। আইনের যথাযথ প্রয়োগ, সচেতনতা বৃদ্ধি এবং সড়ক অবকাঠামোর উন্নয়ন ছাড়া এ সমস্যার সমাধান সম্ভব নয়। যাত্রী ও পথচারীদের নিরাপত্তার স্বার্থে এখনই সংশ্লিষ্ট সবাইকে দায়িত্বশীল ভূমিকা পালন করতে হবে। <box>21 240 397 353</box>
article-body: বন্যায় ক্ষতিগ্রস্ত এলাকায় ত্রাণ বিতরণ কার্যক্রম চলছে। দুর্গত মানুষের মধ্যে খাদ্য ও বিশুদ্ধ পানি সরবরাহ করা হচ্ছে। <box>1124 1315 1288 1357</box>
article-body: এবার রাশিয়া নতুন করে নিষেধাজ্ঞার মুখে পড়তে পারে বলে ধারণা করছেন বিশ্লেষকরা। পশ্চিমা দেশগুলো এ বিষয়ে আলোচনা চালিয়ে যাচ্ছে। <box>21 1164 241 1205</box>
continuation-note: (১ম পাতার পর) <box>1377 660 1441 670</box>
article-body: হামলার প্রতিবাদে বিক্ষোভ মিছিল ও সমাবেশ অনুষ্ঠিত হয়। বক্তারা হামলাকারীদের দ্রুত বিচারের দাবি জানান। <box>1299 721 1519 763</box>
article-body: ১৯ জুলাই সমাবেশ সফল করতে ব্যাপক প্রস্তুতি নেওয়া হয়েছে। আয়োজকরা জানান, দেশের বিভিন্ন প্রান্ত থেকে নেতাকর্মীরা সমাবেশে যোগ দেবেন। সমাবেশস্থলে নিরাপত্তা জোরদার করা হয়েছে। <box>483 1002 703 1058</box>
article-title: বাগেরহাটের কবিরহাটে <box>524 1068 662 1086</box>
article-body: হামলার প্রতিবাদে বিক্ষোভ মিছিল ও সমাবেশ অনুষ্ঠিত হয়। বক্তারা হামলাকারীদের দ্রুত বিচারের দাবি জানান। <box>1299 822 1519 864</box>
lower-col-1 <box>21 828 241 2367</box>
article-body: সারাদেশে বিভিন্ন স্থানে দুষ্কৃতকারীরা নৈরাজ্য সৃষ্টির চেষ্টা চালাচ্ছে বলে অভিযোগ উঠেছে। স্থানীয় প্রশাসন পরিস্থিতি নিয়ন্ত্রণে কাজ করছে। আইনশৃঙ্খলা বাহিনীর সদস্যরা বিভিন্ন এলাকায় টহল জোরদার করেছে। সাধারণ মানুষকে আতঙ্কিত না হয়ে সহযোগিতার আহ্বান জানানো হয়েছে। <box>651 436 882 521</box>
article-body: গোপালগঞ্জে এনসিপির সমাবেশে হামলার ঘটনায় উত্তেজনা ছড়িয়ে পড়ে। পরে পুলিশ ও সেনাবাহিনী পরিস্থিতি নিয়ন্ত্রণে আনে। এ ঘটনায় কয়েকজন আহত হয়েছেন বলে জানা গেছে। <box>252 1286 472 1342</box>
article-body: রাশিয়ায় ইউক্রেনের ড্রোন হামলার ঘটনায় বেশ কয়েকটি স্থাপনা ক্ষতিগ্রস্ত হয়েছে বলে জানিয়েছে রুশ কর্তৃপক্ষ। তবে হতাহতের বিষয়ে বিস্তারিত জানা যায়নি। <box>21 995 241 1050</box>
article-body: জুলাই শহিদ দিবস উপলক্ষে বিভিন্ন কর্মসূচি পালিত হয়। শহিদদের স্মরণে আলোচনা সভা ও দোয়া মাহফিলের আয়োজন করা হয়। <box>483 1384 703 1425</box>
article-body: এনসিপির সমাবেশে দলের নেতাকর্মীরা বিপুল সংখ্যায় অংশ নেন। বক্তারা বলেন, দেশের মানুষের অধিকার প্রতিষ্ঠায় তারা আন্দোলন চালিয়ে যাবেন। সমাবেশ শেষে একটি বিক্ষোভ মিছিল শহরের প্রধান সড়ক প্রদক্ষিণ করে। <box>893 161 1086 231</box>
article-body: সারাদেশে বিভিন্ন স্থানে দুষ্কৃতকারীরা নৈরাজ্য সৃষ্টির চেষ্টা চালাচ্ছে বলে অভিযোগ উঠেছে। স্থানীয় প্রশাসন পরিস্থিতি নিয়ন্ত্রণে কাজ করছে। আইনশৃঙ্খলা বাহিনীর সদস্যরা বিভিন্ন এলাকায় টহল জোরদার করেছে। সাধারণ মানুষকে আতঙ্কিত না হয়ে সহযোগিতার আহ্বান জানানো হয়েছে। <box>1097 247 1288 347</box>
article-body: তেরখাদার সাংবাদিকের ওপর হামলার ঘটনায় নিন্দা জানিয়েছে স্থানীয় সাংবাদিক সংগঠনগুলো। তারা দোষীদের দ্রুত গ্রেপ্তারের দাবি জানান। <box>949 958 1113 1014</box>
continuation-note: (১ম পাতার পর) <box>1174 1210 1238 1221</box>
article-body: ১৯ জুলাই সমাবেশ সফল করতে ব্যাপক প্রস্তুতি নেওয়া হয়েছে। আয়োজকরা জানান, দেশের বিভিন্ন প্রান্ত থেকে নেতাকর্মীরা সমাবেশে যোগ দেবেন। সমাবেশস্থলে নিরাপত্তা জোরদার করা হয়েছে। <box>252 1060 472 1116</box>
article-title: এনসিপির সমাবেশে <box>968 1139 1093 1158</box>
continuation-note: (১ম পাতার পর) <box>99 1286 163 1297</box>
continuation-note: (১ম পাতার পর) <box>999 1307 1063 1318</box>
column-rule <box>645 114 646 778</box>
masthead <box>21 0 1519 108</box>
lower-col-4 <box>714 788 937 2367</box>
logo-top-text: দৈনিক <box>27 13 59 28</box>
article-body: ১৯ জুলাই সমাবেশ সফল করতে ব্যাপক প্রস্তুতি নেওয়া হয়েছে। আয়োজকরা জানান, দেশের বিভিন্ন প্রান্ত থেকে নেতাকর্মীরা সমাবেশে যোগ দেবেন। সমাবেশস্থলে নিরাপত্তা জোরদার করা হয়েছে। <box>483 829 703 885</box>
article-divider <box>1299 971 1519 972</box>
article-body: যশোরে রাষ্ট্রীয় অনুষ্ঠানে বিভিন্ন শ্রেণি-পেশার মানুষ অংশ নেন। অনুষ্ঠানে বক্তারা দেশের উন্নয়ন ও গণতন্ত্রের অগ্রযাত্রায় সবার ঐক্যবদ্ধ ভূমিকা রাখার আহ্বান জানান। <box>893 491 1086 547</box>
